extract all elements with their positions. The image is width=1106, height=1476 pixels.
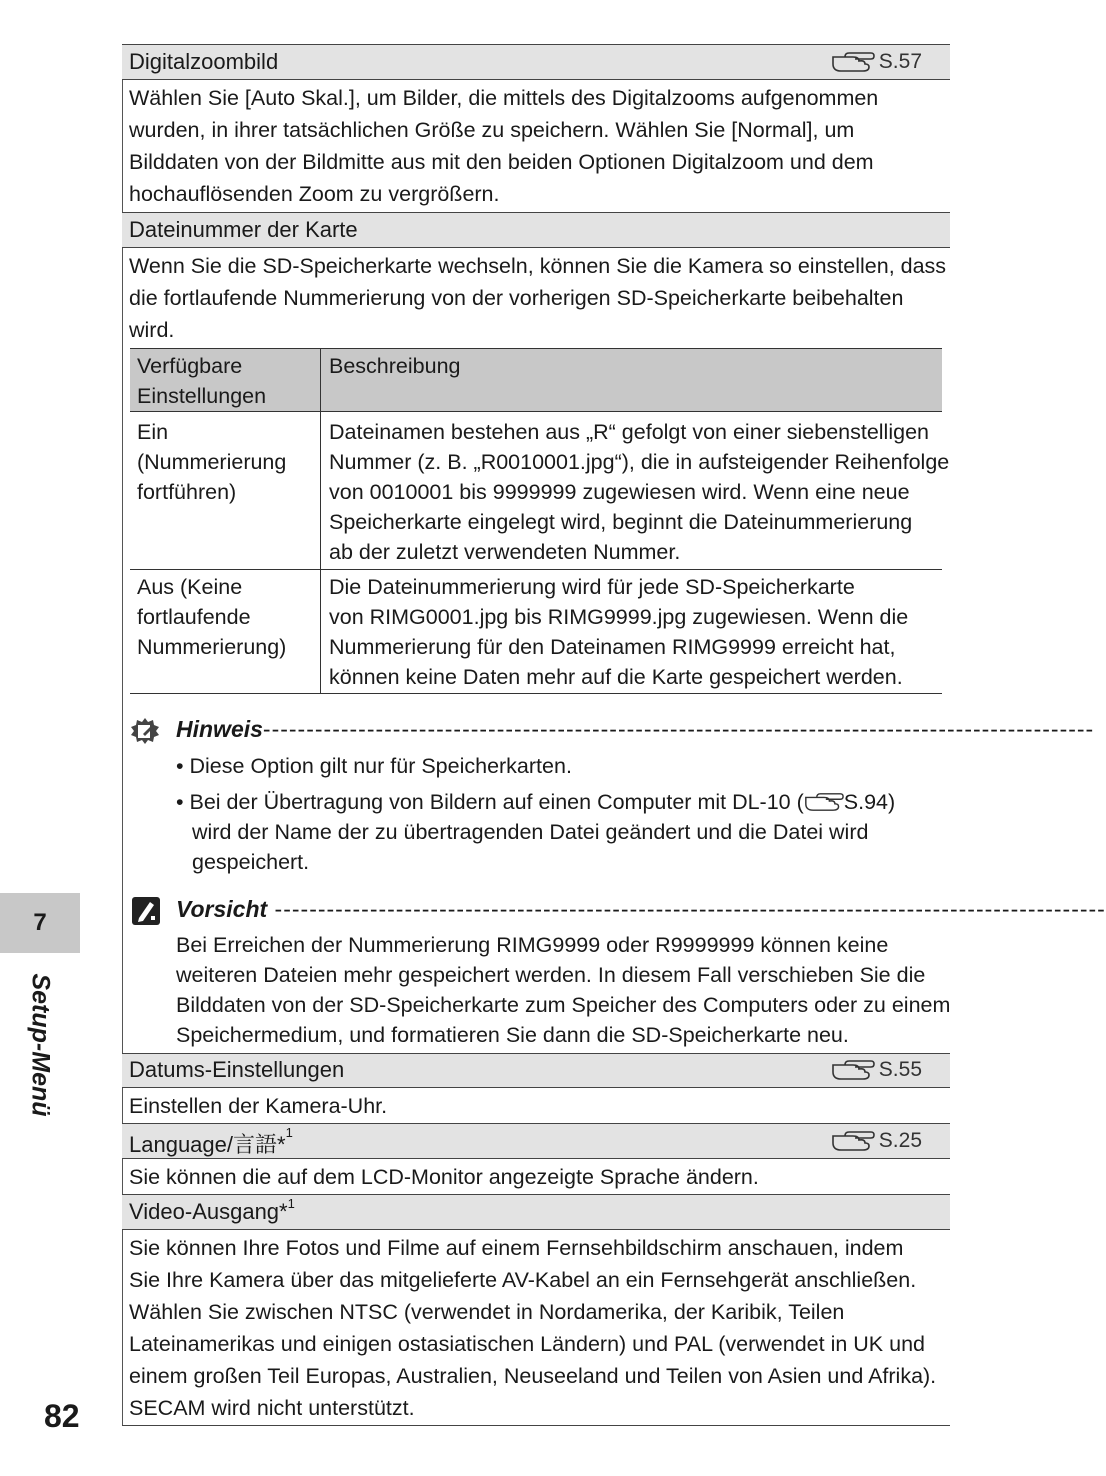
cell-line: Aus (Keine — [137, 575, 243, 599]
section-body-digitalzoom — [129, 82, 947, 210]
cell-line: von RIMG0001.jpg bis RIMG9999.jpg zugewiesen. Wenn die — [329, 605, 909, 629]
bullet-text: • Bei der Übertragung von Bildern auf einen Computer mit DL-10 ( — [176, 790, 804, 814]
section-body-datum: Einstellen der Kamera-Uhr. — [129, 1094, 388, 1118]
page-reference-text[interactable]: S.94) — [843, 790, 896, 814]
cell-line: fortführen) — [137, 480, 237, 504]
hinweis-bullet: • Diese Option gilt nur für Speicherkarten. — [176, 754, 572, 778]
note-icon — [130, 716, 160, 746]
section-title — [129, 1125, 293, 1159]
cell-line: ab der zuletzt verwendeten Nummer. — [329, 540, 681, 564]
section-title: Digitalzoombild — [129, 49, 279, 74]
table-cell-description — [329, 572, 908, 692]
table-bottom-rule — [130, 693, 942, 694]
page-reference[interactable] — [831, 1129, 922, 1153]
cell-line: Ein — [137, 420, 169, 444]
section-title — [129, 1196, 295, 1225]
cell-line: Nummer (z. B. „R0010001.jpg“), die in aufsteigender Reihenfolge — [329, 450, 950, 474]
section-body-language: Sie können die auf dem LCD-Monitor angezeigte Sprache ändern. — [129, 1165, 759, 1189]
table-column-divider — [320, 348, 321, 694]
body-line: Lateinamerikas und einigen ostasiatischen Ländern) und PAL (verwendet in UK und — [129, 1332, 925, 1356]
vorsicht-line: Bei Erreichen der Nummerierung RIMG9999 oder R9999999 können keine — [176, 933, 889, 957]
section-body-video — [129, 1232, 947, 1424]
section-header-language — [122, 1123, 950, 1159]
table-header-settings: Verfügbare Einstellungen — [137, 354, 267, 408]
hinweis-bullet — [176, 787, 895, 817]
body-line: Sie können Ihre Fotos und Filme auf einem Fernsehbildschirm anschauen, indem — [129, 1236, 904, 1260]
section-title-text: Language/言語* — [129, 1132, 286, 1157]
caution-icon — [131, 896, 161, 926]
page-reference-text: S.57 — [878, 50, 922, 73]
pointing-hand-icon — [831, 1130, 875, 1152]
body-line: Wählen Sie [Auto Skal.], um Bilder, die mittels des Digitalzooms aufgenommen — [129, 86, 879, 110]
section-header-video — [122, 1194, 950, 1230]
chapter-number: 7 — [33, 909, 47, 936]
bullet-continuation: gespeichert. — [192, 850, 310, 874]
pointing-hand-icon — [831, 51, 875, 73]
cell-line: (Nummerierung — [137, 450, 287, 474]
section-bottom-rule — [122, 1425, 950, 1426]
cell-line: Speicherkarte eingelegt wird, beginnt die Dateinummerierung — [329, 510, 913, 534]
body-line: Wenn Sie die SD-Speicherkarte wechseln, können Sie die Kamera so einstellen, dass — [129, 254, 947, 278]
table-cell-setting — [137, 572, 286, 662]
vorsicht-line: Speichermedium, und formatieren Sie dann die SD-Speicherkarte neu. — [176, 1023, 849, 1047]
cell-line: Dateinamen bestehen aus „R“ gefolgt von einer siebenstelligen — [329, 420, 929, 444]
body-line: einem großen Teil Europas, Australien, Neuseeland und Teilen von Asien und Afrika). — [129, 1364, 937, 1388]
hinweis-body — [176, 751, 895, 877]
cell-line: können keine Daten mehr auf die Karte gespeichert werden. — [329, 665, 903, 689]
body-line: wurden, in ihrer tatsächlichen Größe zu speichern. Wählen Sie [Normal], um — [129, 118, 855, 142]
body-line: Sie Ihre Kamera über das mitgelieferte AV-Kabel an ein Fernsehgerät anschließen. — [129, 1268, 917, 1292]
section-header-datum — [122, 1053, 950, 1088]
section-title: Datums-Einstellungen — [129, 1057, 345, 1082]
footnote-marker: 1 — [287, 1196, 295, 1211]
vorsicht-body — [176, 930, 950, 1050]
pointing-hand-icon — [831, 1059, 875, 1081]
cell-line: Nummerierung) — [137, 635, 287, 659]
body-line: SECAM wird nicht unterstützt. — [129, 1396, 415, 1420]
body-line: die fortlaufende Nummerierung von der vorherigen SD-Speicherkarte beibehalten — [129, 286, 904, 310]
body-line: Bilddaten von der Bildmitte aus mit den beiden Optionen Digitalzoom und dem — [129, 150, 874, 174]
footnote-marker: 1 — [285, 1125, 293, 1140]
table-cell-description — [329, 417, 949, 567]
page-reference[interactable] — [831, 1058, 922, 1082]
section-title-text: Video-Ausgang* — [129, 1199, 288, 1224]
pointing-hand-icon — [804, 792, 844, 812]
table-row-divider — [130, 569, 942, 570]
table-cell-setting — [137, 417, 286, 507]
section-header-dateinummer — [122, 212, 950, 248]
chapter-tab — [0, 893, 80, 953]
body-line: Wählen Sie zwischen NTSC (verwendet in Nordamerika, der Karibik, Teilen — [129, 1300, 845, 1324]
page-reference-text: S.25 — [878, 1129, 922, 1152]
vorsicht-line: Bilddaten von der SD-Speicherkarte zum Speicher des Computers oder zu einem — [176, 993, 951, 1017]
page-reference-text: S.55 — [878, 1058, 922, 1081]
cell-line: von 0010001 bis 9999999 zugewiesen wird. Wenn eine neue — [329, 480, 910, 504]
cell-line: Die Dateinummerierung wird für jede SD-Speicherkarte — [329, 575, 855, 599]
hinweis-title: Hinweis------------------------------------------------------------------------------------------------ — [176, 716, 1095, 742]
hinweis-title-text: Hinweis — [176, 716, 263, 742]
bullet-continuation: wird der Name der zu übertragenden Datei geändert und die Datei wird — [192, 820, 869, 844]
table-header-description: Beschreibung — [329, 354, 461, 378]
body-line: hochauflösenden Zoom zu vergrößern. — [129, 182, 500, 206]
section-title: Dateinummer der Karte — [129, 217, 358, 242]
vorsicht-line: weiteren Dateien mehr gespeichert werden. In diesem Fall verschieben Sie die — [176, 963, 926, 987]
cell-line: Nummerierung für den Dateinamen RIMG9999 erreicht hat, — [329, 635, 896, 659]
vorsicht-title: Vorsicht ------------------------------------------------------------------------------------------------ — [176, 896, 1106, 922]
vorsicht-title-text: Vorsicht — [176, 896, 268, 922]
section-body-dateinummer — [129, 250, 947, 346]
section-header-digitalzoom — [122, 44, 950, 80]
body-line: wird. — [129, 318, 175, 342]
cell-line: fortlaufende — [137, 605, 251, 629]
page-reference[interactable] — [831, 50, 922, 74]
chapter-title: Setup-Menü — [26, 973, 55, 1117]
page-number: 82 — [44, 1398, 80, 1434]
